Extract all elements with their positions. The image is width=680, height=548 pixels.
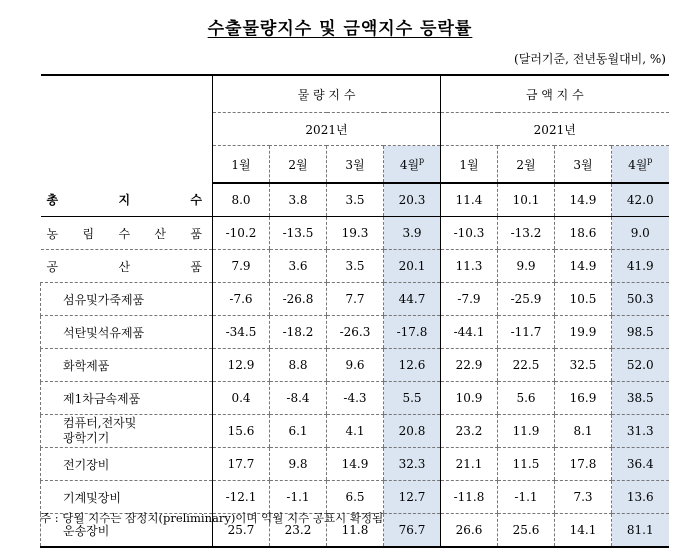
cell-val-4: 13.6 [612, 481, 669, 514]
cell-val-4: 9.0 [612, 217, 669, 250]
corner-cell [41, 75, 213, 183]
cell-qty-4: 12.7 [384, 481, 441, 514]
cell-val-3: 14.9 [555, 250, 612, 283]
row-label: 농 림 수 산 품 [41, 217, 213, 250]
cell-qty-3: 6.5 [327, 481, 384, 514]
cell-qty-1: 17.7 [213, 448, 270, 481]
cell-qty-2: 8.8 [270, 349, 327, 382]
prelim-mark: p [419, 155, 425, 165]
cell-val-3: 17.8 [555, 448, 612, 481]
row-label: 공 산 품 [41, 250, 213, 283]
cell-qty-4: 44.7 [384, 283, 441, 316]
cell-qty-3: 11.8 [327, 514, 384, 548]
cell-val-1: 21.1 [441, 448, 498, 481]
cell-qty-3: 3.5 [327, 183, 384, 217]
cell-qty-1: -7.6 [213, 283, 270, 316]
table-row [41, 481, 669, 514]
cell-val-3: 14.9 [555, 183, 612, 217]
cell-val-3: 10.5 [555, 283, 612, 316]
group-header-row [41, 75, 669, 113]
year-qty: 2021년 [213, 113, 441, 146]
month-header-val-2: 2월 [498, 146, 555, 184]
cell-val-1: -44.1 [441, 316, 498, 349]
row-label: 전기장비 [41, 448, 213, 481]
month-header-val-3: 3월 [555, 146, 612, 184]
cell-val-3: 19.9 [555, 316, 612, 349]
cell-val-4: 81.1 [612, 514, 669, 548]
cell-val-2: 11.9 [498, 415, 555, 448]
year-val: 2021년 [441, 113, 669, 146]
footnote: 주 : 당월 지수는 잠정치(preliminary)이며 익월 지수 공표시 확정됨 [40, 511, 384, 525]
row-label: 섬유및가죽제품 [41, 283, 213, 316]
table-row [41, 415, 669, 448]
group-qty-label: 물 량 지 수 [213, 75, 441, 113]
cell-val-2: 5.6 [498, 382, 555, 415]
cell-qty-3: -4.3 [327, 382, 384, 415]
cell-qty-1: 7.9 [213, 250, 270, 283]
cell-val-2: -13.2 [498, 217, 555, 250]
row-label: 기계및장비 [41, 481, 213, 514]
cell-qty-2: -1.1 [270, 481, 327, 514]
cell-val-1: 11.4 [441, 183, 498, 217]
cell-val-3: 14.1 [555, 514, 612, 548]
cell-qty-1: 0.4 [213, 382, 270, 415]
page-title: 수출물량지수 및 금액지수 등락률 [207, 19, 473, 39]
month-header-qty-3: 3월 [327, 146, 384, 184]
cell-val-4: 41.9 [612, 250, 669, 283]
table-row [41, 382, 669, 415]
cell-qty-4: 20.3 [384, 183, 441, 217]
cell-qty-4: -17.8 [384, 316, 441, 349]
cell-qty-2: 3.8 [270, 183, 327, 217]
cell-val-2: 10.1 [498, 183, 555, 217]
cell-val-4: 50.3 [612, 283, 669, 316]
table-row [41, 217, 669, 250]
cell-val-2: 11.5 [498, 448, 555, 481]
cell-val-1: 23.2 [441, 415, 498, 448]
index-table [40, 74, 669, 548]
row-label: 컴퓨터,전자및 광학기기 [41, 415, 213, 448]
cell-qty-1: -10.2 [213, 217, 270, 250]
table-row [41, 250, 669, 283]
cell-qty-1: 12.9 [213, 349, 270, 382]
cell-qty-1: 25.7 [213, 514, 270, 548]
unit-note: (달러기준, 전년동월대비, %) [514, 52, 666, 66]
table-row [41, 183, 669, 217]
row-label: 석탄및석유제품 [41, 316, 213, 349]
cell-val-3: 32.5 [555, 349, 612, 382]
cell-val-1: -11.8 [441, 481, 498, 514]
cell-qty-4: 12.6 [384, 349, 441, 382]
cell-val-4: 36.4 [612, 448, 669, 481]
row-label: 총 지 수 [41, 183, 213, 217]
cell-qty-4: 32.3 [384, 448, 441, 481]
cell-qty-1: -12.1 [213, 481, 270, 514]
cell-qty-2: -18.2 [270, 316, 327, 349]
row-label: 운송장비 [41, 514, 213, 548]
month-header-qty-4: 4월$^p$ [384, 146, 441, 184]
cell-val-1: 11.3 [441, 250, 498, 283]
month-header-val-1: 1월 [441, 146, 498, 184]
cell-val-3: 16.9 [555, 382, 612, 415]
cell-qty-3: 9.6 [327, 349, 384, 382]
prelim-mark: p [647, 155, 653, 165]
cell-val-4: 52.0 [612, 349, 669, 382]
cell-qty-4: 20.1 [384, 250, 441, 283]
cell-val-2: 9.9 [498, 250, 555, 283]
cell-val-4: 98.5 [612, 316, 669, 349]
cell-val-4: 38.5 [612, 382, 669, 415]
month-header-qty-1: 1월 [213, 146, 270, 184]
table-row [41, 283, 669, 316]
table-body [41, 183, 669, 547]
cell-qty-2: -13.5 [270, 217, 327, 250]
table-row [41, 316, 669, 349]
cell-val-2: -25.9 [498, 283, 555, 316]
cell-qty-2: 9.8 [270, 448, 327, 481]
cell-val-2: 25.6 [498, 514, 555, 548]
group-val-label: 금 액 지 수 [441, 75, 669, 113]
cell-qty-4: 5.5 [384, 382, 441, 415]
cell-qty-2: -8.4 [270, 382, 327, 415]
cell-qty-4: 3.9 [384, 217, 441, 250]
cell-qty-3: -26.3 [327, 316, 384, 349]
cell-val-2: -11.7 [498, 316, 555, 349]
cell-qty-1: -34.5 [213, 316, 270, 349]
row-label: 화학제품 [41, 349, 213, 382]
cell-val-3: 18.6 [555, 217, 612, 250]
cell-qty-3: 4.1 [327, 415, 384, 448]
cell-qty-2: 3.6 [270, 250, 327, 283]
cell-val-2: -1.1 [498, 481, 555, 514]
cell-qty-1: 15.6 [213, 415, 270, 448]
cell-val-1: 22.9 [441, 349, 498, 382]
cell-qty-3: 3.5 [327, 250, 384, 283]
cell-val-4: 42.0 [612, 183, 669, 217]
table-row [41, 448, 669, 481]
cell-val-3: 8.1 [555, 415, 612, 448]
month-header-val-4: 4월$^p$ [612, 146, 669, 184]
cell-qty-3: 7.7 [327, 283, 384, 316]
cell-qty-4: 76.7 [384, 514, 441, 548]
cell-qty-2: 6.1 [270, 415, 327, 448]
cell-val-1: 10.9 [441, 382, 498, 415]
cell-val-1: 26.6 [441, 514, 498, 548]
cell-qty-3: 14.9 [327, 448, 384, 481]
cell-val-1: -10.3 [441, 217, 498, 250]
cell-val-2: 22.5 [498, 349, 555, 382]
cell-qty-4: 20.8 [384, 415, 441, 448]
cell-qty-3: 19.3 [327, 217, 384, 250]
row-label: 제1차금속제품 [41, 382, 213, 415]
month-header-qty-2: 2월 [270, 146, 327, 184]
cell-val-3: 7.3 [555, 481, 612, 514]
cell-qty-2: 23.2 [270, 514, 327, 548]
cell-qty-2: -26.8 [270, 283, 327, 316]
cell-qty-1: 8.0 [213, 183, 270, 217]
table-row [41, 349, 669, 382]
cell-val-1: -7.9 [441, 283, 498, 316]
cell-val-4: 31.3 [612, 415, 669, 448]
